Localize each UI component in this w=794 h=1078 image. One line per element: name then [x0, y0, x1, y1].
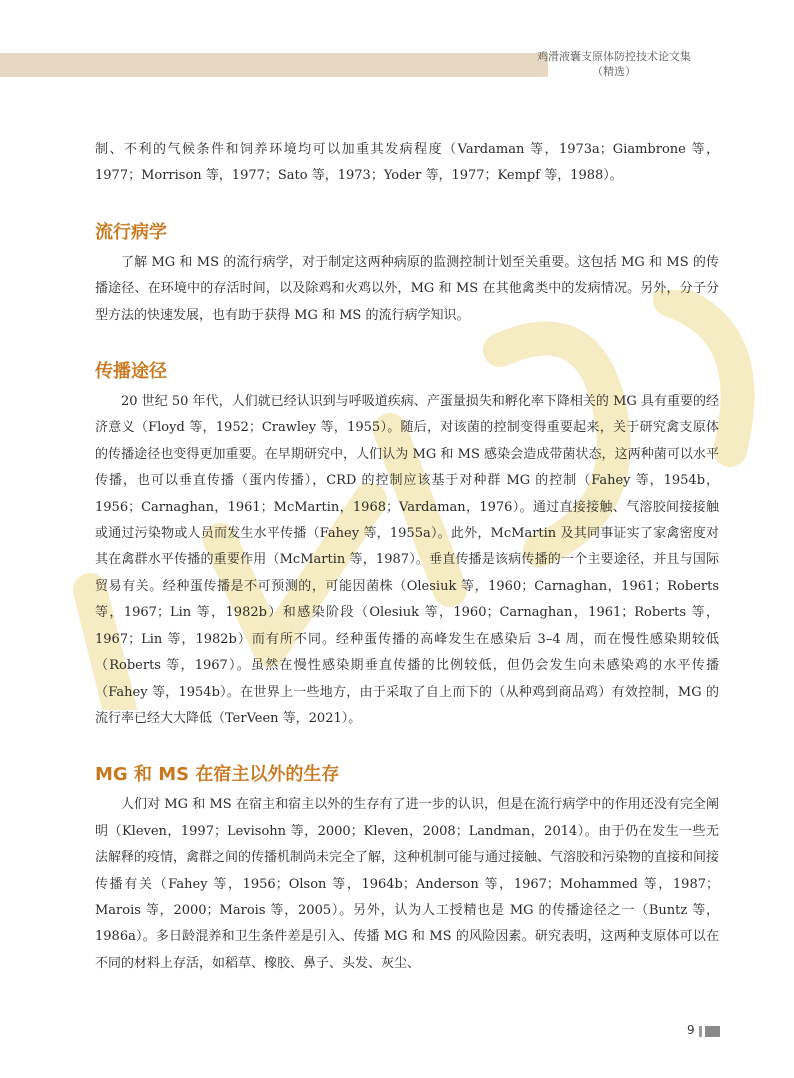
book-subtitle: （精选） [592, 65, 636, 78]
section-paragraph-epidemiology: 了解 MG 和 MS 的流行病学，对于制定这两种病原的监测控制计划至关重要。这包括 MG 和 MS 的传播途径、在环境中的存活时间，以及除鸡和火鸡以外，MG 和 MS 在其他禽类中的发病情况。另外，分子分型方法的快速发展，也有助于获得 MG 和 MS 的流行病学知识。 [95, 254, 719, 323]
section-title-epidemiology: 流行病学 [95, 221, 167, 243]
page-marker-block [705, 1026, 720, 1037]
intro-paragraph: 制、不利的气候条件和饲养环境均可以加重其发病程度（Vardaman 等，1973a；Giambrone 等，1977；Morrison 等，1977；Sato 等，1973；Yoder 等，1977；Kempf 等，1988）。 [95, 142, 719, 184]
section-paragraph-survival: 人们对 MG 和 MS 在宿主和宿主以外的生存有了进一步的认识，但是在流行病学中的作用还没有完全阐明（Kleven，1997；Levisohn 等，2000；Kleven，2008；Landman，2014）。由于仍在发生一些无法解释的疫情，禽群之间的传播机制尚未完全了解，这种机制可能与通过接触、气溶胶和污染物的直接和间接传播有关（Fahey 等，1956；Olson 等，1964b；Anderson 等，1967；Mohammed 等，1987；Marois 等，2000；Marois 等，2005）。另外，认为人工授精也是 MG 的传播途径之一（Buntz 等，1986a）。多日龄混养和卫生条件差是引入、传播 MG 和 MS 的风险因素。研究表明，这两种支原体可以在不同的材料上存活，如稻草、橡胶、鼻子、头发、灰尘、 [95, 797, 720, 971]
page-number: 9 [687, 1023, 695, 1037]
section-paragraph-transmission: 20 世纪 50 年代，人们就已经认识到与呼吸道疾病、产蛋量损失和孵化率下降相关的 MG 具有重要的经济意义（Floyd 等，1952；Crawley 等，1955）。随后，对该菌的控制变得重要起来，关于研究禽支原体的传播途径也变得更加重要。在早期研究中，人们认为 MG 和 MS 感染会造成带菌状态，这两种菌可以水平传播，也可以垂直传播（蛋内传播），CRD 的控制应该基于对种群 MG 的控制（Fahey 等，1954b，1956；Carnaghan，1961；McMartin，1968；Vardaman，1976）。通过直接接触、气溶胶间接接触或通过污染物或人员而发生水平传播（Fahey 等，1955a）。此外，McMartin 及其同事证实了家禽密度对其在禽群水平传播的重要作用（McMartin 等，1987）。垂直传播是该病传播的一个主要途径，并且与国际贸易有关。经种蛋传播是不可预测的，可能因菌株（Olesiuk 等，1960；Carnaghan，1961；Roberts 等，1967；Lin 等，1982b）和感染阶段（Olesiuk 等，1960；Carnaghan，1961；Roberts 等，1967；Lin 等，1982b）而有所不同。经种蛋传播的高峰发生在感染后 3–4 周，而在慢性感染期较低（Roberts 等，1967）。虽然在慢性感染期垂直传播的比例较低，但仍会发生向未感染鸡的水平传播（Fahey 等，1954b）。在世界上一些地方，由于采取了自上而下的（从种鸡到商品鸡）有效控制，MG 的流行率已经大大降低（TerVeen 等，2021）。 [95, 394, 719, 726]
section-title-survival: MG 和 MS 在宿主以外的生存 [95, 764, 340, 786]
running-header [514, 49, 714, 79]
page-marker-bar [699, 1026, 702, 1037]
header-band [0, 53, 548, 77]
book-title: 鸡滑液囊支原体防控技术论文集 [537, 50, 691, 63]
section-title-transmission: 传播途径 [95, 361, 167, 383]
page-content [95, 137, 719, 977]
